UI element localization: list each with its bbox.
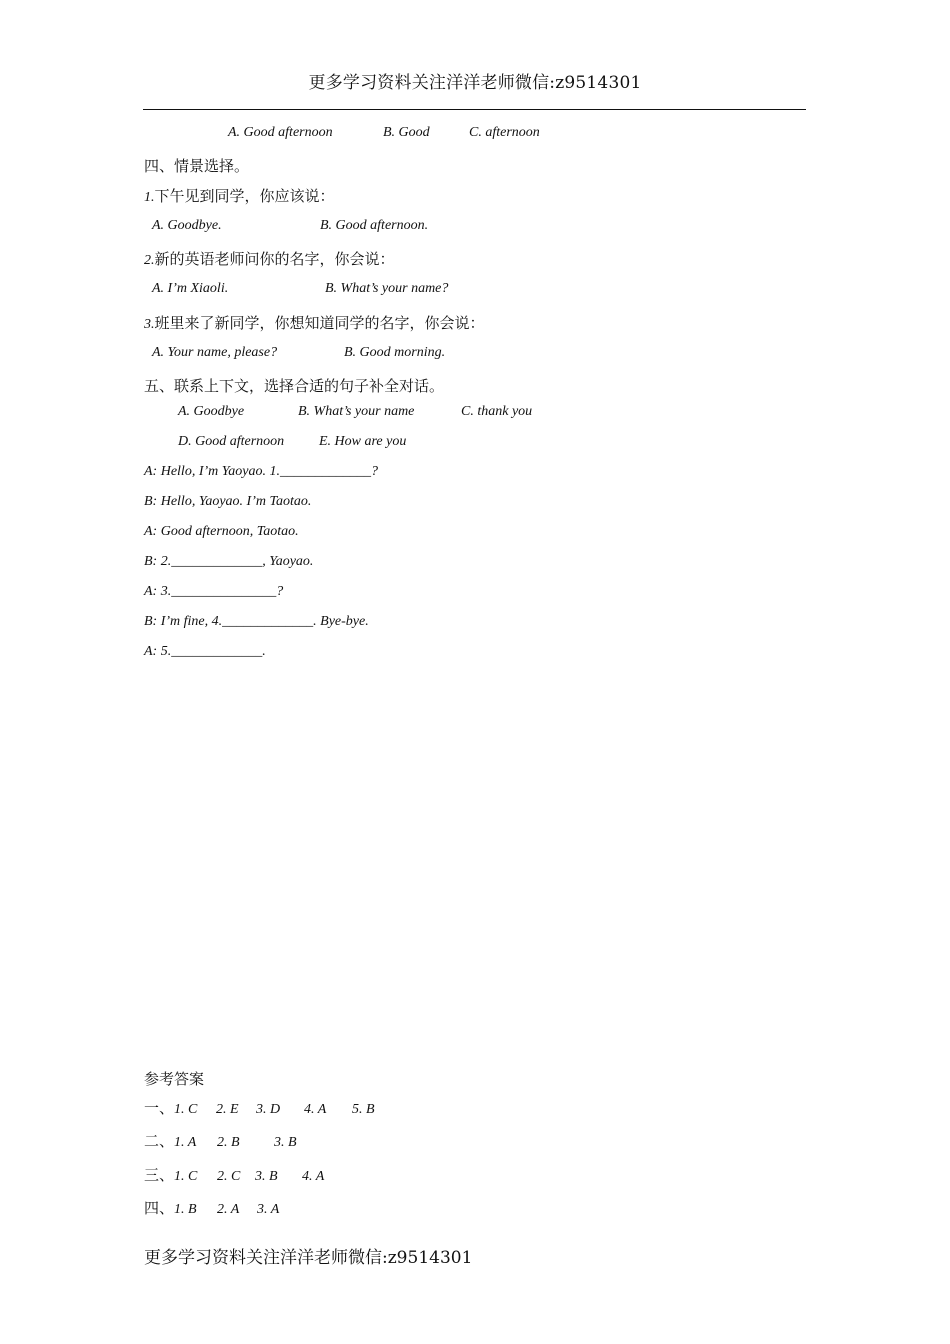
- answer-item: 1. B: [174, 1202, 197, 1217]
- answer-item: 2. A: [217, 1202, 240, 1217]
- answer-item: 4. A: [304, 1102, 327, 1117]
- answer-row-label: 四、: [144, 1199, 175, 1217]
- answer-item: 2. E: [216, 1102, 239, 1117]
- answer-item: 4. A: [302, 1169, 325, 1184]
- q1-option-b: B. Good afternoon.: [320, 218, 429, 233]
- q3-option-a: A. Your name, please?: [152, 345, 278, 360]
- answer-row-label: 二、: [144, 1132, 175, 1150]
- q2-option-a: A. I’m Xiaoli.: [152, 281, 229, 296]
- section4-title: 四、情景选择。: [144, 157, 250, 175]
- page-header: 更多学习资料关注洋洋老师微信:z9514301: [308, 73, 642, 93]
- answers-title: 参考答案: [144, 1070, 205, 1088]
- s5-option-b: B. What’s your name: [298, 404, 415, 419]
- answer-row-3: [144, 1164, 324, 1185]
- answer-row-2: [144, 1130, 297, 1151]
- dialogue-line-7: A: 5._____________.: [144, 644, 266, 659]
- s5-option-d: D. Good afternoon: [178, 434, 285, 449]
- s5-option-c: C. thank you: [461, 404, 533, 419]
- s5-option-e: E. How are you: [319, 434, 407, 449]
- answer-row-4: [144, 1197, 279, 1218]
- q2-text: 新的英语老师问你的名字，你会说：: [154, 250, 395, 268]
- answer-item: 3. A: [257, 1202, 280, 1217]
- answer-item: 3. B: [255, 1169, 278, 1184]
- answer-item: 2. C: [217, 1169, 241, 1184]
- q1-option-a: A. Goodbye.: [152, 218, 222, 233]
- dialogue-line-6: B: I’m fine, 4._____________. Bye-bye.: [144, 614, 369, 629]
- answer-item: 1. A: [174, 1135, 197, 1150]
- s5-option-a: A. Goodbye: [178, 404, 245, 419]
- answer-item: 2. B: [217, 1135, 240, 1150]
- page-footer: 更多学习资料关注洋洋老师微信:z9514301: [144, 1248, 473, 1268]
- q2-number: 2.: [144, 253, 155, 268]
- q3-text: 班里来了新同学，你想知道同学的名字，你会说：: [154, 314, 485, 332]
- top-option-b: B. Good: [383, 125, 430, 140]
- answer-item: 5. B: [352, 1102, 375, 1117]
- answer-item: 1. C: [174, 1102, 198, 1117]
- dialogue-line-1: A: Hello, I’m Yaoyao. 1._____________?: [144, 464, 378, 479]
- section4-q2: [144, 248, 395, 269]
- q3-number: 3.: [144, 317, 155, 332]
- answer-item: 3. B: [274, 1135, 297, 1150]
- answer-row-label: 一、: [144, 1099, 175, 1117]
- section4-q1: [144, 185, 335, 206]
- q3-option-b: B. Good morning.: [344, 345, 446, 360]
- answer-row-label: 三、: [144, 1166, 175, 1184]
- section4-q3: [144, 312, 485, 333]
- section5-title: 五、联系上下文，选择合适的句子补全对话。: [144, 377, 445, 395]
- top-option-a: A. Good afternoon: [228, 125, 333, 140]
- q1-text: 下午见到同学，你应该说：: [154, 187, 335, 205]
- q2-option-b: B. What’s your name?: [325, 281, 449, 296]
- dialogue-line-3: A: Good afternoon, Taotao.: [144, 524, 299, 539]
- answer-item: 3. D: [256, 1102, 281, 1117]
- q1-number: 1.: [144, 190, 155, 205]
- dialogue-line-5: A: 3._______________?: [144, 584, 284, 599]
- answer-item: 1. C: [174, 1169, 198, 1184]
- dialogue-line-4: B: 2._____________, Yaoyao.: [144, 554, 314, 569]
- answer-row-1: [144, 1097, 375, 1118]
- dialogue-line-2: B: Hello, Yaoyao. I’m Taotao.: [144, 494, 312, 509]
- header-divider: [143, 109, 806, 110]
- top-option-c: C. afternoon: [469, 125, 540, 140]
